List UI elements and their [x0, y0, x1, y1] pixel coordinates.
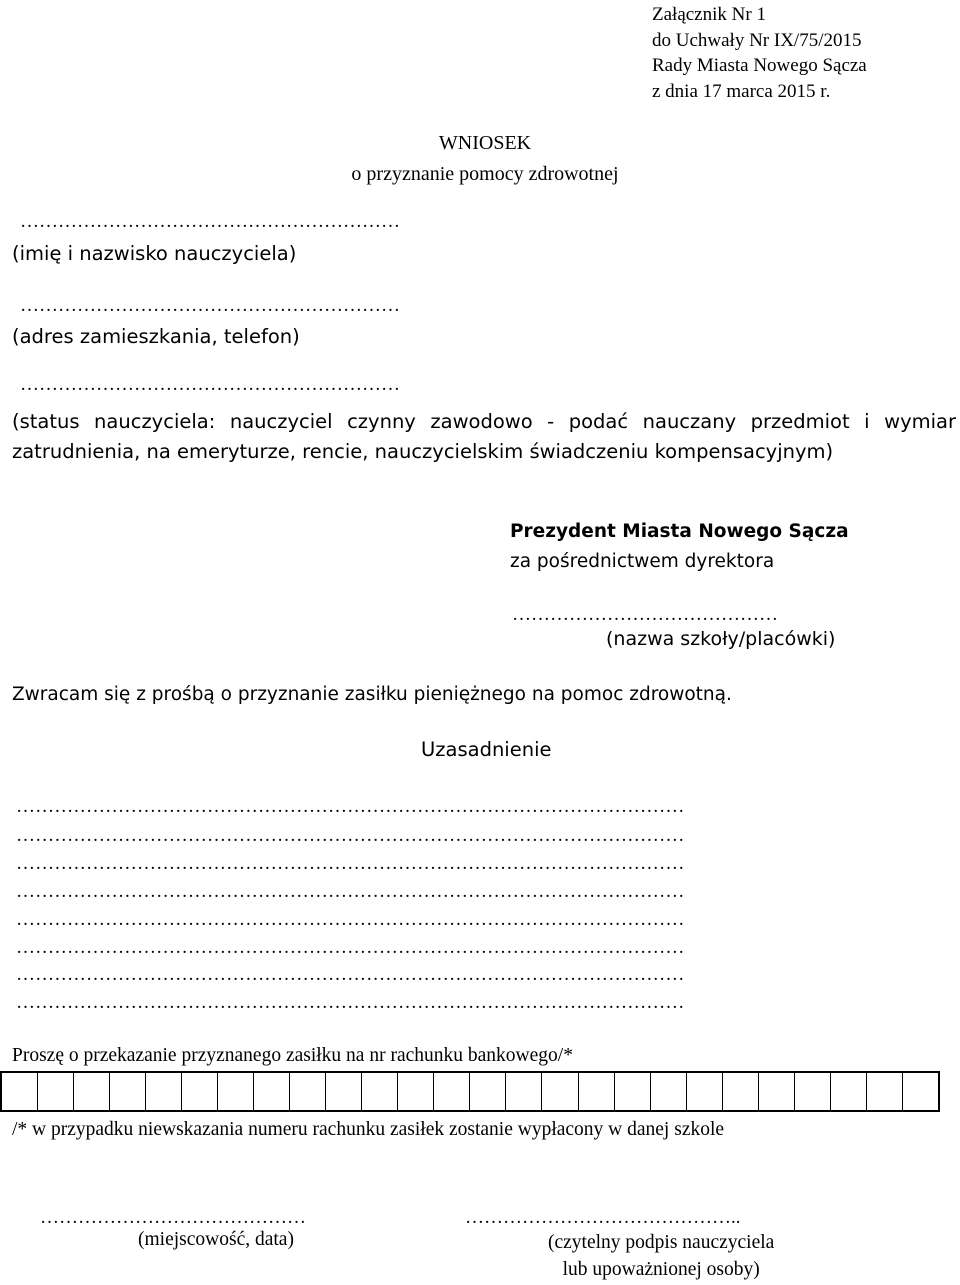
- bank-digit-cell[interactable]: [434, 1073, 470, 1110]
- bank-digit-cell[interactable]: [398, 1073, 434, 1110]
- justification-heading: Uzasadnienie: [421, 738, 552, 761]
- school-label: (nazwa szkoły/placówki): [606, 628, 836, 650]
- bank-digit-cell[interactable]: [254, 1073, 290, 1110]
- bank-account-label: Proszę o przekazanie przyznanego zasiłku na nr rachunku bankowego/*: [12, 1045, 573, 1066]
- bank-digit-cell[interactable]: [362, 1073, 398, 1110]
- bank-digit-cell[interactable]: [723, 1073, 759, 1110]
- annex-line-1: Załącznik Nr 1: [652, 4, 766, 25]
- bank-digit-cell[interactable]: [146, 1073, 182, 1110]
- bank-digit-cell[interactable]: [903, 1073, 938, 1110]
- bank-digit-cell[interactable]: [326, 1073, 362, 1110]
- bank-digit-cell[interactable]: [38, 1073, 74, 1110]
- bank-digit-cell[interactable]: [506, 1073, 542, 1110]
- justification-line-3[interactable]: ……………………………………………………………………………………………: [16, 853, 685, 874]
- bank-digit-cell[interactable]: [651, 1073, 687, 1110]
- title-line-1: WNIOSEK: [438, 132, 532, 154]
- bank-digit-cell[interactable]: [182, 1073, 218, 1110]
- bank-digit-cell[interactable]: [218, 1073, 254, 1110]
- status-label: (status nauczyciela: nauczyciel czynny zawodowo - podać nauczany przedmiot i wymiar zatrudnienia, na emeryturze, rencie, nauczycielskim świadczeniu kompensacyjnym): [12, 410, 956, 463]
- justification-line-2[interactable]: ……………………………………………………………………………………………: [16, 825, 685, 846]
- bank-digit-cell[interactable]: [290, 1073, 326, 1110]
- justification-line-6[interactable]: ……………………………………………………………………………………………: [16, 937, 685, 958]
- signature-label-line-2: lub upoważnionej osoby): [562, 1259, 760, 1280]
- signature-dots[interactable]: ……………………………………..: [465, 1207, 741, 1228]
- name-dots[interactable]: ……………………………………………………: [20, 211, 400, 232]
- signature-label-line-1: (czytelny podpis nauczyciela: [548, 1232, 775, 1253]
- bank-digit-cell[interactable]: [687, 1073, 723, 1110]
- justification-line-8[interactable]: ……………………………………………………………………………………………: [16, 992, 685, 1013]
- annex-line-3: Rady Miasta Nowego Sącza: [652, 55, 867, 76]
- bank-digit-cell[interactable]: [759, 1073, 795, 1110]
- footnote: /* w przypadku niewskazania numeru rachunku zasiłek zostanie wypłacony w danej szkole: [12, 1119, 725, 1140]
- bank-account-grid[interactable]: [0, 1071, 940, 1112]
- bank-digit-cell[interactable]: [110, 1073, 146, 1110]
- recipient-block: [510, 517, 849, 577]
- justification-line-4[interactable]: ……………………………………………………………………………………………: [16, 881, 685, 902]
- place-date-dots[interactable]: ……………………………………: [40, 1207, 306, 1228]
- address-label: (adres zamieszkania, telefon): [12, 325, 300, 348]
- justification-line-7[interactable]: ……………………………………………………………………………………………: [16, 964, 685, 985]
- bank-digit-cell[interactable]: [867, 1073, 903, 1110]
- annex-line-4: z dnia 17 marca 2015 r.: [652, 80, 831, 102]
- bank-digit-cell[interactable]: [615, 1073, 651, 1110]
- place-date-label: (miejscowość, data): [138, 1229, 294, 1250]
- bank-digit-cell[interactable]: [831, 1073, 867, 1110]
- bank-digit-cell[interactable]: [470, 1073, 506, 1110]
- bank-digit-cell[interactable]: [2, 1073, 38, 1110]
- bank-digit-cell[interactable]: [74, 1073, 110, 1110]
- address-dots[interactable]: ……………………………………………………: [20, 295, 400, 316]
- annex-line-2: do Uchwały Nr IX/75/2015: [652, 29, 862, 51]
- bank-digit-cell[interactable]: [579, 1073, 615, 1110]
- recipient-via: za pośrednictwem dyrektora: [510, 551, 775, 572]
- justification-line-1[interactable]: ……………………………………………………………………………………………: [16, 796, 685, 817]
- document-title: [0, 128, 960, 190]
- annex-header: [652, 2, 867, 104]
- signature-label: [548, 1229, 774, 1283]
- recipient-name: Prezydent Miasta Nowego Sącza: [510, 521, 849, 542]
- request-text: Zwracam się z prośbą o przyznanie zasiłku pieniężnego na pomoc zdrowotną.: [12, 684, 732, 705]
- bank-digit-cell[interactable]: [542, 1073, 578, 1110]
- justification-line-5[interactable]: ……………………………………………………………………………………………: [16, 909, 685, 930]
- bank-digit-cell[interactable]: [795, 1073, 831, 1110]
- name-label: (imię i nazwisko nauczyciela): [12, 242, 297, 265]
- status-dots[interactable]: ……………………………………………………: [20, 374, 400, 395]
- title-line-2: o przyznanie pomocy zdrowotnej: [351, 163, 619, 185]
- school-dots[interactable]: ……………………………………: [512, 604, 778, 625]
